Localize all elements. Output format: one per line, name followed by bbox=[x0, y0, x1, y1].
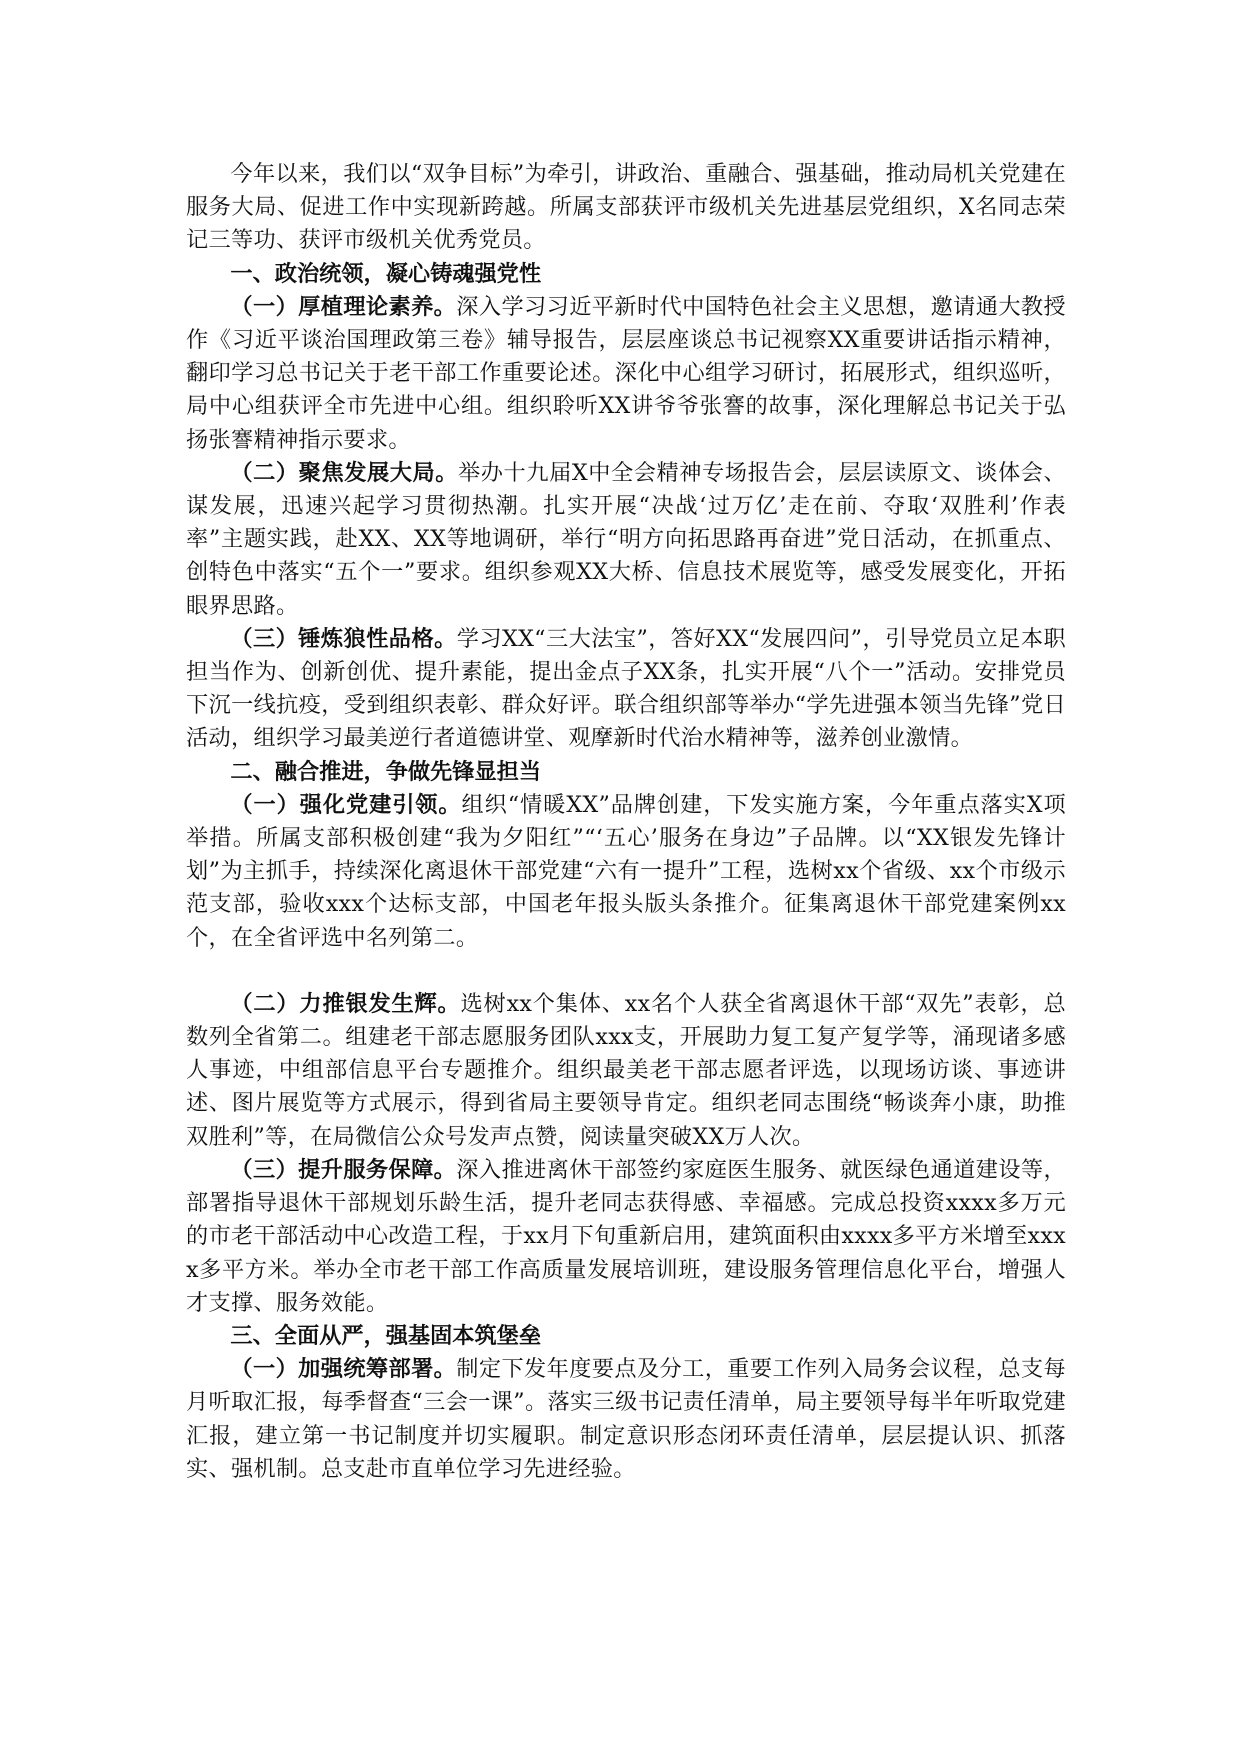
paragraph-2-3 bbox=[186, 1154, 1066, 1320]
section-heading-2: 二、融合推进，争做先锋显担当 bbox=[230, 758, 542, 785]
section-heading-3: 三、全面从严，强基固本筑堡垒 bbox=[230, 1322, 542, 1349]
paragraph-1-2 bbox=[186, 457, 1066, 623]
paragraph-lead: （三）锤炼狼性品格。 bbox=[230, 625, 457, 652]
paragraph-text: 组织“情暖XX”品牌创建，下发实施方案，今年重点落实X项举措。所属支部积极创建“我为夕阳红”“‘五心’服务在身边”子品牌。以“XX银发先锋计划”为主抓手，持续深化离退休干部党建“六有一提升”工程，选树xx个省级、xx个市级示范支部，验收xxx个达标支部，中国老年报头版头条推介。征集离退休干部党建案例xx个，在全省评选中名列第二。 bbox=[186, 791, 1067, 951]
paragraph-lead: （一）强化党建引领。 bbox=[230, 791, 462, 818]
paragraph-lead: （二）力推银发生辉。 bbox=[230, 990, 461, 1017]
paragraph-text: 制定下发年度要点及分工，重要工作列入局务会议程，总支每月听取汇报，每季督查“三会一课”。落实三级书记责任清单，局主要领导每半年听取党建汇报，建立第一书记制度并切实履职。制定意识形态闭环责任清单，层层提认识、抓落实、强机制。总支赴市直单位学习先进经验。 bbox=[186, 1356, 1066, 1482]
paragraph-text: 深入推进离休干部签约家庭医生服务、就医绿色通道建设等，部署指导退休干部规划乐龄生活，提升老同志获得感、幸福感。完成总投资xxxx多万元的市老干部活动中心改造工程，于xx月下旬重新启用，建筑面积由xxxx多平方米增至xxxx多平方米。举办全市老干部工作高质量发展培训班，建设服务管理信息化平台，增强人才支撑、服务效能。 bbox=[186, 1156, 1066, 1316]
paragraph-2-1 bbox=[186, 789, 1066, 955]
paragraph-2-2 bbox=[186, 988, 1066, 1154]
paragraph-lead: （一）厚植理论素养。 bbox=[230, 293, 457, 320]
paragraph-text: 深入学习习近平新时代中国特色社会主义思想，邀请通大教授作《习近平谈治国理政第三卷》辅导报告，层层座谈总书记视察XX重要讲话指示精神，翻印学习总书记关于老干部工作重要论述。深化中心组学习研讨，拓展形式，组织巡听，局中心组获评全市先进中心组。组织聆听XX讲爷爷张謇的故事，深化理解总书记关于弘扬张謇精神指示要求。 bbox=[186, 293, 1066, 453]
paragraph-1-1 bbox=[186, 291, 1066, 457]
paragraph-text: 学习XX“三大法宝”，答好XX“发展四问”，引导党员立足本职担当作为、创新创优、提升素能，提出金点子XX条，扎实开展“八个一”活动。安排党员下沉一线抗疫，受到组织表彰、群众好评。联合组织部等举办“学先进强本领当先锋”党日活动，组织学习最美逆行者道德讲堂、观摩新时代治水精神等，滋养创业激情。 bbox=[186, 625, 1067, 752]
paragraph-lead: （一）加强统筹部署。 bbox=[230, 1356, 457, 1383]
paragraph-1-3 bbox=[186, 623, 1066, 756]
paragraph-lead: （二）聚焦发展大局。 bbox=[230, 459, 459, 486]
paragraph-gap bbox=[186, 955, 1066, 988]
intro-paragraph: 今年以来，我们以“双争目标”为牵引，讲政治、重融合、强基础，推动局机关党建在服务大局、促进工作中实现新跨越。所属支部获评市级机关先进基层党组织，X名同志荣记三等功、获评市级机关优秀党员。 bbox=[186, 161, 1066, 254]
paragraph-text: 选树xx个集体、xx名个人获全省离退休干部“双先”表彰，总数列全省第二。组建老干部志愿服务团队xxx支，开展助力复工复产复学等，涌现诸多感人事迹，中组部信息平台专题推介。组织最美老干部志愿者评选，以现场访谈、事迹讲述、图片展览等方式展示，得到省局主要领导肯定。组织老同志围绕“畅谈奔小康，助推双胜利”等，在局微信公众号发声点赞，阅读量突破XX万人次。 bbox=[186, 990, 1067, 1150]
section-heading-1: 一、政治统领，凝心铸魂强党性 bbox=[230, 260, 542, 287]
document-page bbox=[186, 158, 1066, 1486]
paragraph-lead: （三）提升服务保障。 bbox=[230, 1156, 457, 1183]
paragraph-3-1 bbox=[186, 1353, 1066, 1486]
paragraph-text: 举办十九届X中全会精神专场报告会，层层读原文、谈体会、谋发展，迅速兴起学习贯彻热潮。扎实开展“决战‘过万亿’走在前、夺取‘双胜利’作表率”主题实践，赴XX、XX等地调研，举行“明方向拓思路再奋进”党日活动，在抓重点、创特色中落实“五个一”要求。组织参观XX大桥、信息技术展览等，感受发展变化，开拓眼界思路。 bbox=[186, 459, 1066, 619]
